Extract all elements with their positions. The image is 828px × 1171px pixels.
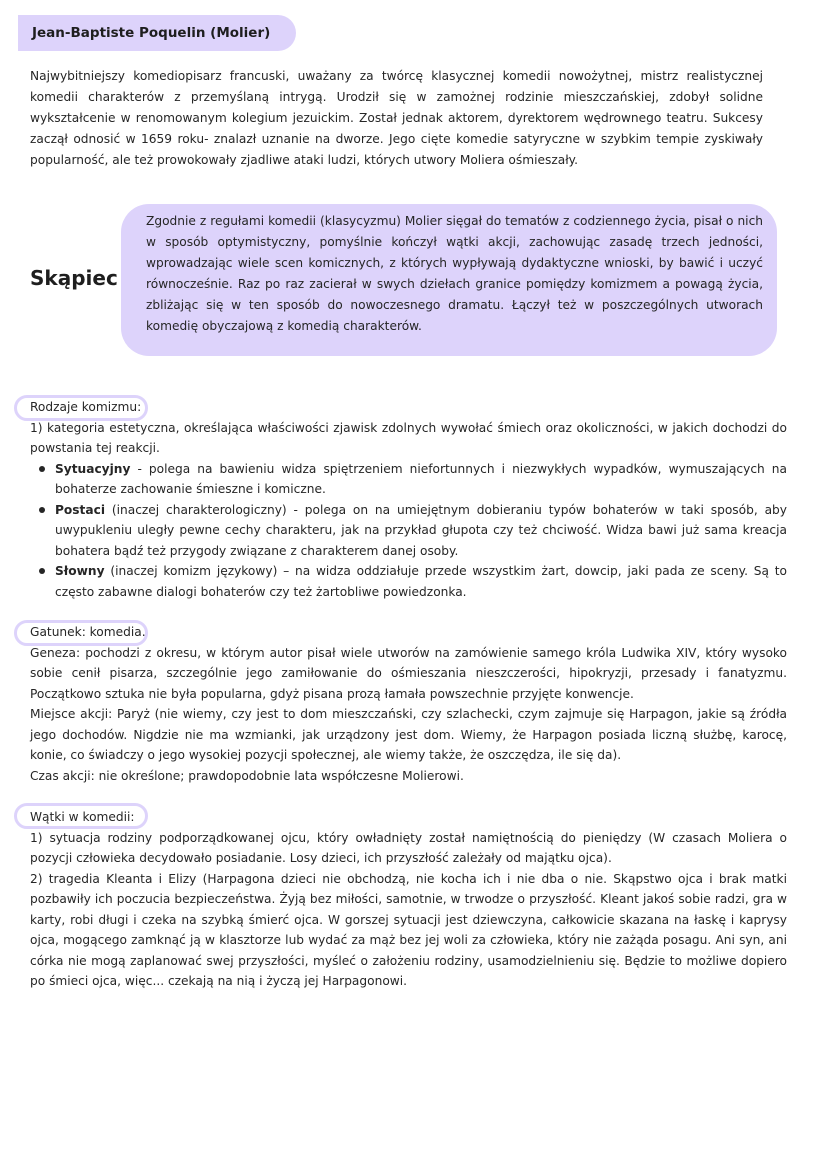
term-description: - polega na bawieniu widza spiętrzeniem niefortunnych i niezwykłych wypadków, wymuszających na bohaterze zachowanie śmieszne i komiczne. — [55, 461, 787, 496]
section-genre — [30, 622, 787, 786]
definition: 1) kategoria estetyczna, określająca właściwości zjawisk zdolnych wywołać śmiech oraz okoliczności, w jakich dochodzi do powstania tej reakcji. — [30, 420, 787, 455]
comedy-types-list — [30, 459, 787, 603]
place-paragraph: Miejsce akcji: Paryż (nie wiemy, czy jest to dom mieszczański, czy szlachecki, czym zajmuje się Harpagon, jakie są źródła jego dochodów. Nigdzie nie ma wzmianki, jak urządzony jest dom. Wiemy, że Harpagon posiada liczną służbę, karocę, konie, co świadczy o jego wysokiej pozycji społecznej, ale wiemy także, że oszczędza, ile się da). — [30, 707, 787, 762]
list-item — [55, 561, 787, 602]
list-item — [55, 500, 787, 562]
bullet-icon — [39, 466, 45, 472]
plot-paragraph-1: 1) sytuacja rodziny podporządkowanej ojcu, który owładnięty został namiętnością do pieniędzy (W czasach Moliera o pozycji człowieka decydowało posiadanie. Losy dzieci, ich przyszłość zależały od majątku ojca). — [30, 830, 787, 865]
term: Słowny — [55, 564, 105, 578]
time-paragraph: Czas akcji: nie określone; prawdopodobnie lata współczesne Molierowi. — [30, 768, 464, 783]
term: Postaci — [55, 502, 106, 517]
section-comedy-types — [30, 397, 787, 602]
section-plots — [30, 807, 787, 992]
intro-paragraph: Najwybitniejszy komediopisarz francuski, uważany za twórcę klasycznej komedii nowożytnej, mistrz realistycznej komedii charakterów z przemyślaną intrygą. Urodził się w zamożnej rodzinie mieszczańskiej, zdobył solidne wykształcenie w renomowanym kolegium jezuickim. Został jednak aktorem, dyrektorem wędrownego teatru. Sukcesy zaczął odnosić w 1659 roku- znalazł uznanie na dworze. Jego cięte komedie satyryczne w szybkim tempie zyskiwały popularność, ale też prowokowały zjadliwe ataki ludzi, których utwory Moliera ośmieszały. — [30, 69, 763, 167]
genesis-paragraph: Geneza: pochodzi z okresu, w którym autor pisał wiele utworów na zamówienie samego króla Ludwika XIV, który wysoko sobie cenił pisarza, szczególnie jego zamiłowanie do ośmieszania nieszczerości, hipokryzji, przesady i fanatyzmu. Początkowo sztuka nie była popularna, gdyż pisana prozą łamała powszechnie przyjęte konwencje. — [30, 645, 787, 701]
plot-paragraph-2: 2) tragedia Kleanta i Elizy (Harpagona dzieci nie obchodzą, nie kocha ich i nie dba o nie. Skąpstwo ojca i brak matki pozbawiły ich poczucia bezpieczeństwa. Żyją bez miłości, samotnie, w trwodze o przyszłość. Kleant jakoś sobie radzi, gra w karty, robi długi i czeka na szybką śmierć ojca. W gorszej sytuacji jest dziewczyna, całkowicie skazana na łaskę i kaprysy ojca, mogącego zamknąć ją w klasztorze lub wydać za mąż bez jej woli za człowieka, który nie zażąda posagu. Ani syn, ani córka nie mogą zaplanować swej przyszłości, myśleć o założeniu rodziny, usamodzielnieniu się. Będzie to możliwe dopiero po śmieci ojca, więc... czekają na nią i życzą jej Harpagonowi. — [30, 871, 787, 988]
term: Sytuacyjny — [55, 461, 131, 476]
section-heading: Gatunek: komedia. — [30, 625, 146, 639]
section-heading: Wątki w komedii: — [30, 810, 135, 824]
quote-paragraph: Zgodnie z regułami komedii (klasycyzmu) Molier sięgał do tematów z codziennego życia, pisał o nich w sposób optymistyczny, pomyślnie kończył wątki akcji, zachowując zasadę trzech jedności, wprowadzając wiele scen komicznych, z których wypływają dydaktyczne wnioski, by bawić i uczyć równocześnie. Raz po raz zacierał w swych dziełach granice pomiędzy komizmem a powagą życia, zbliżając się w ten sposób do nowoczesnego dramatu. Łączył też w poszczególnych utworach komedię obyczajową z komedią charakterów. — [146, 214, 763, 333]
bullet-icon — [39, 507, 45, 513]
term-description: (inaczej charakterologiczny) - polega on na umiejętnym dobieraniu typów bohaterów w taki sposób, aby uwypukleniu uległy pewne cechy charakteru, jak na przykład głupota czy też chciwość. Widza bawi już sama kreacja bohatera bądź też przygody związane z charakterem danej osoby. — [55, 502, 787, 558]
bullet-icon — [39, 568, 45, 574]
page-title: Jean-Baptiste Poquelin (Molier) — [32, 25, 271, 41]
section-heading: Rodzaje komizmu: — [30, 400, 142, 414]
work-title: Skąpiec — [30, 266, 118, 290]
term-description: (inaczej komizm językowy) – na widza oddziałuje przede wszystkim żart, dowcip, jaki pada ze sceny. Są to często zabawne dialogi bohaterów czy też żartobliwe powiedzonka. — [55, 564, 787, 599]
list-item — [55, 459, 787, 500]
